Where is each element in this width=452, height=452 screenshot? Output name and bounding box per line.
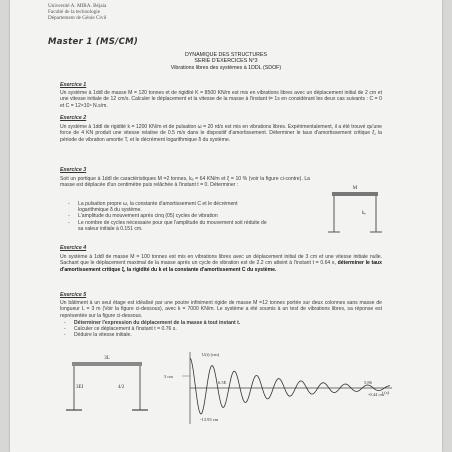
exercise-1-text: Un système à 1ddl de masse M = 120 tonnes et de rigidité K = 8500 KN/m est mis en vibrations libres avec un déplacement initial de 2 cm et une vitesse initiale de 12 cm/s. Calculer le déplacement et la vitesse de la masse à l'instant t= 1s en considérant les deux cas suivants : C = 0 et C = 12×10⁴ N.s/m. xyxy=(60,90,382,109)
faculty-name: Faculté de la technologie xyxy=(48,9,100,15)
list-item: - Calculer ce déplacement à l'instant t = 0.76 s. xyxy=(64,326,177,333)
list-item: - Le nombre de cycles nécessaire pour que l'amplitude du mouvement soit réduite de sa valeur initiale à 0.151 cm. xyxy=(68,219,267,232)
list-item: - La pulsation propre ω, la constante d'amortissement C et le décrément logarithmique δ du système. xyxy=(68,201,238,214)
graph-initial-label: 3 cm xyxy=(164,374,173,379)
exercise-4-text: Un système à 1ddl de masse M = 100 tonnes est mis en vibrations libres avec un déplacement initial de 3 cm et une vitesse initiale nulle. Sachant que le déplacement maximal de la masse après un cycle de vibration est de 2.2 cm atteint à l'instant t = 0.64 s, déterminer le taux d'amortissement critique ξ, la rigidité du k et la constante d'amortissement C du système. xyxy=(60,254,382,273)
building-figure xyxy=(60,352,150,422)
exercise-3-list xyxy=(68,201,268,232)
exercise-1-heading: Exercice 1 xyxy=(60,82,87,88)
institution-header xyxy=(48,3,106,21)
exercise-2-text: Un système à 1ddl de rigidité k = 1200 KN/m et de pulsation ω = 20 rd/s est mis en vibrations libres. Expérimentalement, il a été trouvé qu'une force de 4 KN produit une vitesse relative de 0.5 m/s dans le dispositif d'amortissement. Déterminer le taux d'amortissement critique ξ, la période de vibration amortie T, et le décrément logarithmique δ du système. xyxy=(60,124,382,143)
frame-beam xyxy=(332,192,378,196)
graph-trough-label: -13.93 cm xyxy=(200,417,219,422)
title-line-2: SERIE D'EXERCICES N°3 xyxy=(194,58,258,65)
graph-y-label: U(t) (cm) xyxy=(202,352,220,357)
frame-stiffness-label: kₑ xyxy=(362,211,366,216)
frame-mass-label: M xyxy=(352,186,358,191)
graph-late-trough-label: -0.44 cm xyxy=(368,392,384,397)
department-name: Département de Génie Civil xyxy=(48,15,107,21)
exercise-5-list xyxy=(64,320,324,339)
university-name: Université A. MIRA. Béjaia xyxy=(48,3,107,9)
exercise-4-heading: Exercice 4 xyxy=(60,245,87,251)
exercise-2-heading: Exercice 2 xyxy=(60,115,87,121)
list-item: - Déterminer l'expression du déplacement de la masse à tout instant t. xyxy=(64,320,241,326)
title-line-3: Vibrations libres des systèmes à 1DDL (SDOF) xyxy=(170,64,282,71)
title-line-1: DYNAMIQUE DES STRUCTURES xyxy=(184,52,268,58)
exercise-3-intro: Soit un portique à 1ddl de caractéristiques M =2 tonnes, kₑ = 64 KN/m et ξ = 10 % (voir la figure ci-contre). La masse est déplacée d'un centimètre puis relâchée à l'instant t = 0. Déterminer : xyxy=(60,176,310,189)
graph-late-peak-label: 5.86 xyxy=(364,380,372,385)
graph-x-label: t (s) xyxy=(382,390,390,395)
document-page xyxy=(10,0,442,452)
exercise-3-heading: Exercice 3 xyxy=(60,167,87,173)
list-item: - Déduire la vitesse initiale. xyxy=(64,332,132,339)
rigid-beam xyxy=(72,362,142,366)
exercise-5-text: Un bâtiment à un seul étage est idéalisé par une poutre infiniment rigide de masse M =12 tonnes portée sur deux colonnes sans masse de longueur L = 3 m (Voir la figure ci-dessous), avec k = 7000 KN/m. Le système a été soumis à un test de vibrations libres, sa réponse est représentée sur la figure ci-dessous. xyxy=(60,300,382,319)
graph-peak-label: 6.5E xyxy=(218,380,227,385)
master-handwritten-label: Master 1 (MS/CM) xyxy=(48,37,139,47)
response-graph xyxy=(160,348,400,428)
portal-frame-figure xyxy=(320,182,390,242)
right-column-label: 4/2 xyxy=(118,385,125,390)
list-item: - L'amplitude du mouvement après cinq (05) cycles de vibration xyxy=(68,213,218,220)
damped-response-curve xyxy=(190,358,390,414)
exercise-5-heading: Exercice 5 xyxy=(60,292,87,298)
left-column-label: 3EI xyxy=(76,385,84,390)
building-span-label: 3L xyxy=(104,356,110,361)
series-title xyxy=(10,52,442,71)
